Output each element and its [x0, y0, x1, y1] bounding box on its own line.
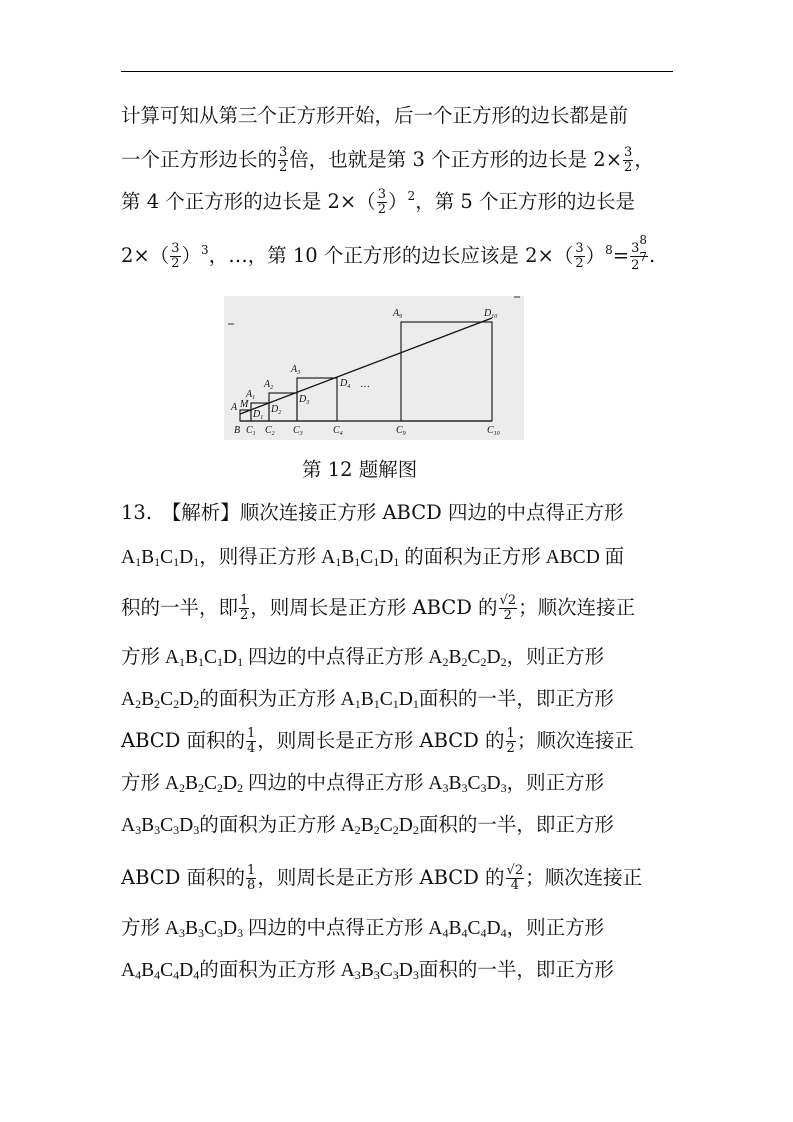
para2-line6: ABCD 面积的 $\frac{1}{4}$ ，则周长是正方形 ABCD 的 $\frac{1}{2}$ ；顺次连接正 [121, 726, 634, 756]
fraction-3-2: $\frac{3}{2}$ [575, 241, 584, 271]
para2-line4: 方形 $A_1B_1C_1D_1$ 四边的中点得正方形 $A_2B_2C_2D_2$，则正方形 [121, 647, 605, 669]
para2-line11: $A_4B_4C_4D_4$的面积为正方形 $A_3B_3C_3D_3$面积的一半，即正方形 [121, 960, 614, 982]
figure-caption: 第 12 题解图 [302, 458, 418, 481]
label-D10: $D_{10}$ [484, 308, 498, 320]
fraction-3-2: $\frac{3}{2}$ [624, 145, 633, 175]
label-C3: $C_3$ [293, 425, 303, 437]
label-C10: $C_{10}$ [487, 425, 500, 437]
fraction-1-2: $\frac{1}{2}$ [506, 726, 515, 756]
para2-line9: ABCD 面积的 $\frac{1}{8}$ ，则周长是正方形 ABCD 的 $\frac{√2}{4}$ ；顺次连接正 [121, 863, 643, 893]
label-D4: $D_4$ [340, 378, 351, 390]
para1-line1: 计算可知从第三个正方形开始，后一个正方形的边长都是前 [121, 104, 629, 127]
fraction-3-2: $\frac{3}{2}$ [377, 187, 387, 217]
fraction-3-2: $\frac{3}{2}$ [279, 145, 288, 175]
fraction-3-2: $\frac{3}{2}$ [171, 241, 180, 271]
label-A1: $A_1$ [246, 389, 256, 401]
fraction-3pow8-2pow7: $\frac{3^8}{2^7}$ [631, 233, 648, 273]
fraction-1-4: $\frac{1}{4}$ [247, 726, 256, 756]
label-M: M [240, 399, 249, 410]
para2-line8: $A_3B_3C_3D_3$的面积为正方形 $A_2B_2C_2D_2$面积的一半，即正方形 [121, 815, 614, 837]
para2-line1: 13. 【解析】顺次连接正方形 ABCD 四边的中点得正方形 [121, 501, 624, 524]
para1-line2: 一个正方形边长的 $\frac{3}{2}$ 倍，也就是第 3 个正方形的边长是 2× $\frac{3}{2}$ ， [121, 145, 654, 175]
fraction-sqrt2-2: $\frac{√2}{2}$ [499, 593, 517, 623]
label-A9: $A_9$ [393, 308, 403, 320]
para1-line3: 第 4 个正方形的边长是 2×（ $\frac{3}{2}$ ）$^2$，第 5 个正方形的边长是 [121, 187, 635, 217]
label-C2: $C_2$ [265, 425, 275, 437]
label-D3: $D_3$ [299, 394, 310, 406]
fraction-sqrt2-4: $\frac{√2}{4}$ [506, 863, 524, 893]
label-C9: $C_9$ [396, 425, 406, 437]
para2-line5: $A_2B_2C_2D_2$的面积为正方形 $A_1B_1C_1D_1$面积的一半，即正方形 [121, 689, 614, 711]
label-B: B [234, 425, 241, 436]
fraction-1-8: $\frac{1}{8}$ [247, 863, 256, 893]
para2-line10: 方形 $A_3B_3C_3D_3$ 四边的中点得正方形 $A_4B_4C_4D_4$，则正方形 [121, 918, 605, 940]
para1-line4: 2×（ $\frac{3}{2}$ ）$^3$，…，第 10 个正方形的边长应该是 2×（ $\frac{3}{2}$ ）$^8$= $\frac{3^8}{2^7}$ . [121, 233, 656, 273]
solution-figure [224, 296, 524, 440]
para2-line3: 积的一半，即 $\frac{1}{2}$ ，则周长是正方形 ABCD 的 $\frac{√2}{2}$ ；顺次连接正 [121, 593, 636, 623]
label-A3: $A_3$ [291, 364, 301, 376]
label-D2: $D_2$ [271, 404, 282, 416]
label-C1: $C_1$ [246, 425, 256, 437]
label-D1: $D_1$ [253, 409, 264, 421]
header-rule [121, 71, 673, 72]
label-C4: $C_4$ [333, 425, 343, 437]
label-A: A [231, 402, 238, 413]
label-A2: $A_2$ [264, 379, 274, 391]
para2-line7: 方形 $A_2B_2C_2D_2$ 四边的中点得正方形 $A_3B_3C_3D_3$，则正方形 [121, 773, 605, 795]
para2-line2: $A_1B_1C_1D_1$，则得正方形 $A_1B_1C_1D_1$ 的面积为正方形 ABCD 面 [121, 547, 625, 569]
label-ellipsis: … [360, 379, 370, 390]
fraction-1-2: $\frac{1}{2}$ [240, 593, 249, 623]
